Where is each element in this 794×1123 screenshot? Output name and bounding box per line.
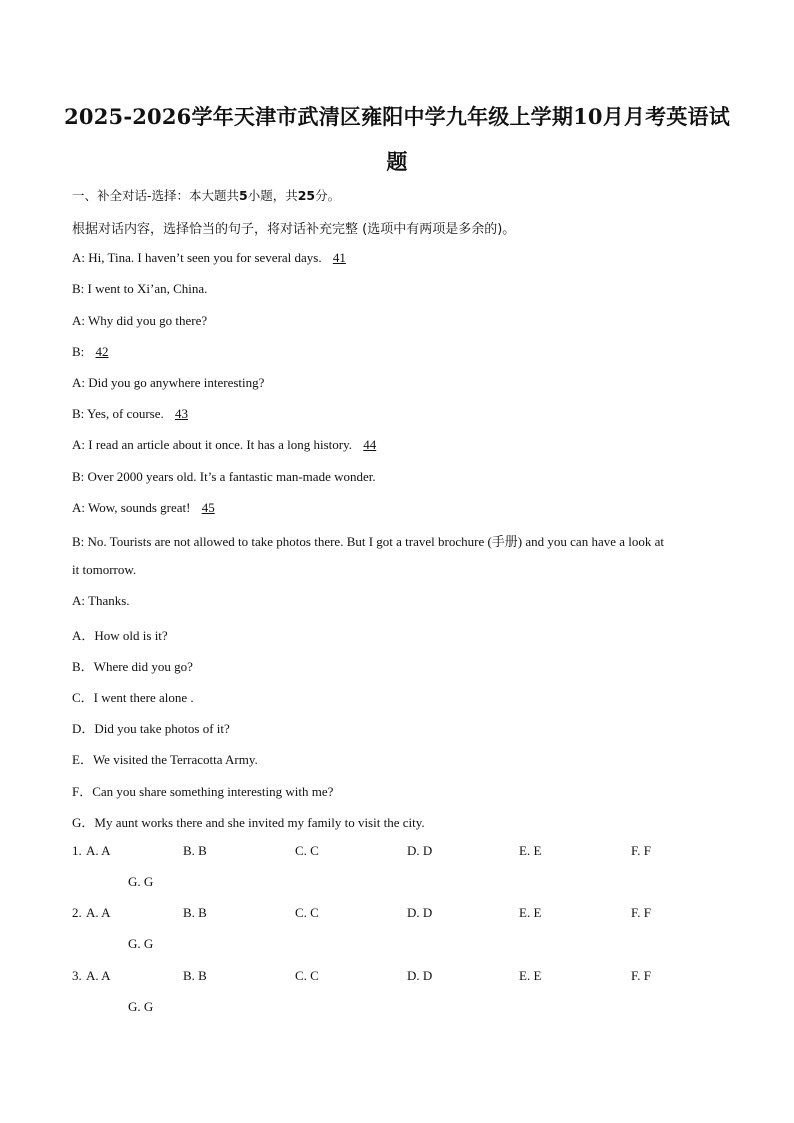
answer-blank[interactable]: 44: [363, 437, 377, 452]
answer-choice[interactable]: G. G: [128, 936, 154, 951]
dialogue-line: [72, 406, 196, 422]
section-heading: 一、补全对话-选择：本大题共5小题，共25分。: [72, 188, 341, 203]
answer-choice[interactable]: D. D: [407, 843, 433, 858]
option-item: F．Can you share something interesting with me?: [72, 784, 334, 799]
exam-title-line1: 2025-2026学年天津市武清区雍阳中学九年级上学期10月月考英语试: [64, 104, 730, 129]
option-item: B．Where did you go?: [72, 659, 193, 674]
dialogue-text: B: Over 2000 years old. It’s a fantastic man-made wonder.: [72, 469, 376, 484]
answer-choice[interactable]: D. D: [407, 968, 433, 983]
option-item: A．How old is it?: [72, 628, 168, 643]
dialogue-text: A: Thanks.: [72, 593, 130, 608]
question-number: 2.: [72, 905, 82, 920]
answer-blank[interactable]: 42: [95, 344, 109, 359]
dialogue-line: [72, 531, 664, 550]
answer-choice[interactable]: C. C: [295, 905, 319, 920]
answer-blank[interactable]: 43: [174, 406, 188, 421]
dialogue-line: [72, 562, 136, 578]
question-number: 3.: [72, 968, 82, 983]
exam-title-line2: 题: [386, 149, 408, 174]
dialogue-text: B:: [72, 344, 85, 359]
dialogue-text: it tomorrow.: [72, 562, 137, 577]
instruction-text: 根据对话内容，选择恰当的句子，将对话补充完整 (选项中有两项是多余的)。: [72, 222, 516, 237]
dialogue-line: [72, 469, 376, 485]
dialogue-line: [72, 281, 207, 297]
answer-choice[interactable]: A. A: [86, 843, 111, 858]
dialogue-line: [72, 500, 223, 516]
answer-choice[interactable]: G. G: [128, 874, 154, 889]
answer-choice[interactable]: F. F: [631, 843, 651, 858]
dialogue-text: B: I went to Xi’an, China.: [72, 281, 208, 296]
dialogue-line: [72, 593, 130, 609]
option-item: E．We visited the Terracotta Army.: [72, 752, 258, 767]
answer-choice[interactable]: F. F: [631, 905, 651, 920]
answer-blank[interactable]: 45: [201, 500, 215, 515]
question-number: 1.: [72, 843, 82, 858]
dialogue-text: B: Yes, of course.: [72, 406, 164, 421]
dialogue-text: B: No. Tourists are not allowed to take photos there. But I got a travel brochure (手册) and you can have a look at: [72, 534, 664, 549]
dialogue-text: A: Wow, sounds great!: [72, 500, 191, 515]
dialogue-line: [72, 375, 264, 391]
dialogue-text: A: Why did you go there?: [72, 313, 208, 328]
answer-choice[interactable]: B. B: [183, 843, 207, 858]
answer-choice[interactable]: E. E: [519, 968, 542, 983]
answer-blank[interactable]: 41: [332, 250, 346, 265]
answer-choice[interactable]: E. E: [519, 905, 542, 920]
dialogue-text: A: I read an article about it once. It has a long history.: [72, 437, 353, 452]
answer-choice[interactable]: D. D: [407, 905, 433, 920]
option-item: C．I went there alone .: [72, 690, 194, 705]
dialogue-text: A: Hi, Tina. I haven’t seen you for several days.: [72, 250, 322, 265]
dialogue-line: [72, 437, 384, 453]
answer-choice[interactable]: C. C: [295, 968, 319, 983]
answer-choice[interactable]: C. C: [295, 843, 319, 858]
answer-choice[interactable]: E. E: [519, 843, 542, 858]
answer-choice[interactable]: G. G: [128, 999, 154, 1014]
answer-choice[interactable]: A. A: [86, 968, 111, 983]
dialogue-line: [72, 344, 117, 360]
answer-choice[interactable]: F. F: [631, 968, 651, 983]
dialogue-text: A: Did you go anywhere interesting?: [72, 375, 265, 390]
answer-choice[interactable]: A. A: [86, 905, 111, 920]
option-item: D．Did you take photos of it?: [72, 721, 230, 736]
option-item: G．My aunt works there and she invited my family to visit the city.: [72, 815, 425, 830]
answer-choice[interactable]: B. B: [183, 905, 207, 920]
dialogue-line: [72, 313, 207, 329]
dialogue-line: [72, 250, 354, 266]
answer-choice[interactable]: B. B: [183, 968, 207, 983]
